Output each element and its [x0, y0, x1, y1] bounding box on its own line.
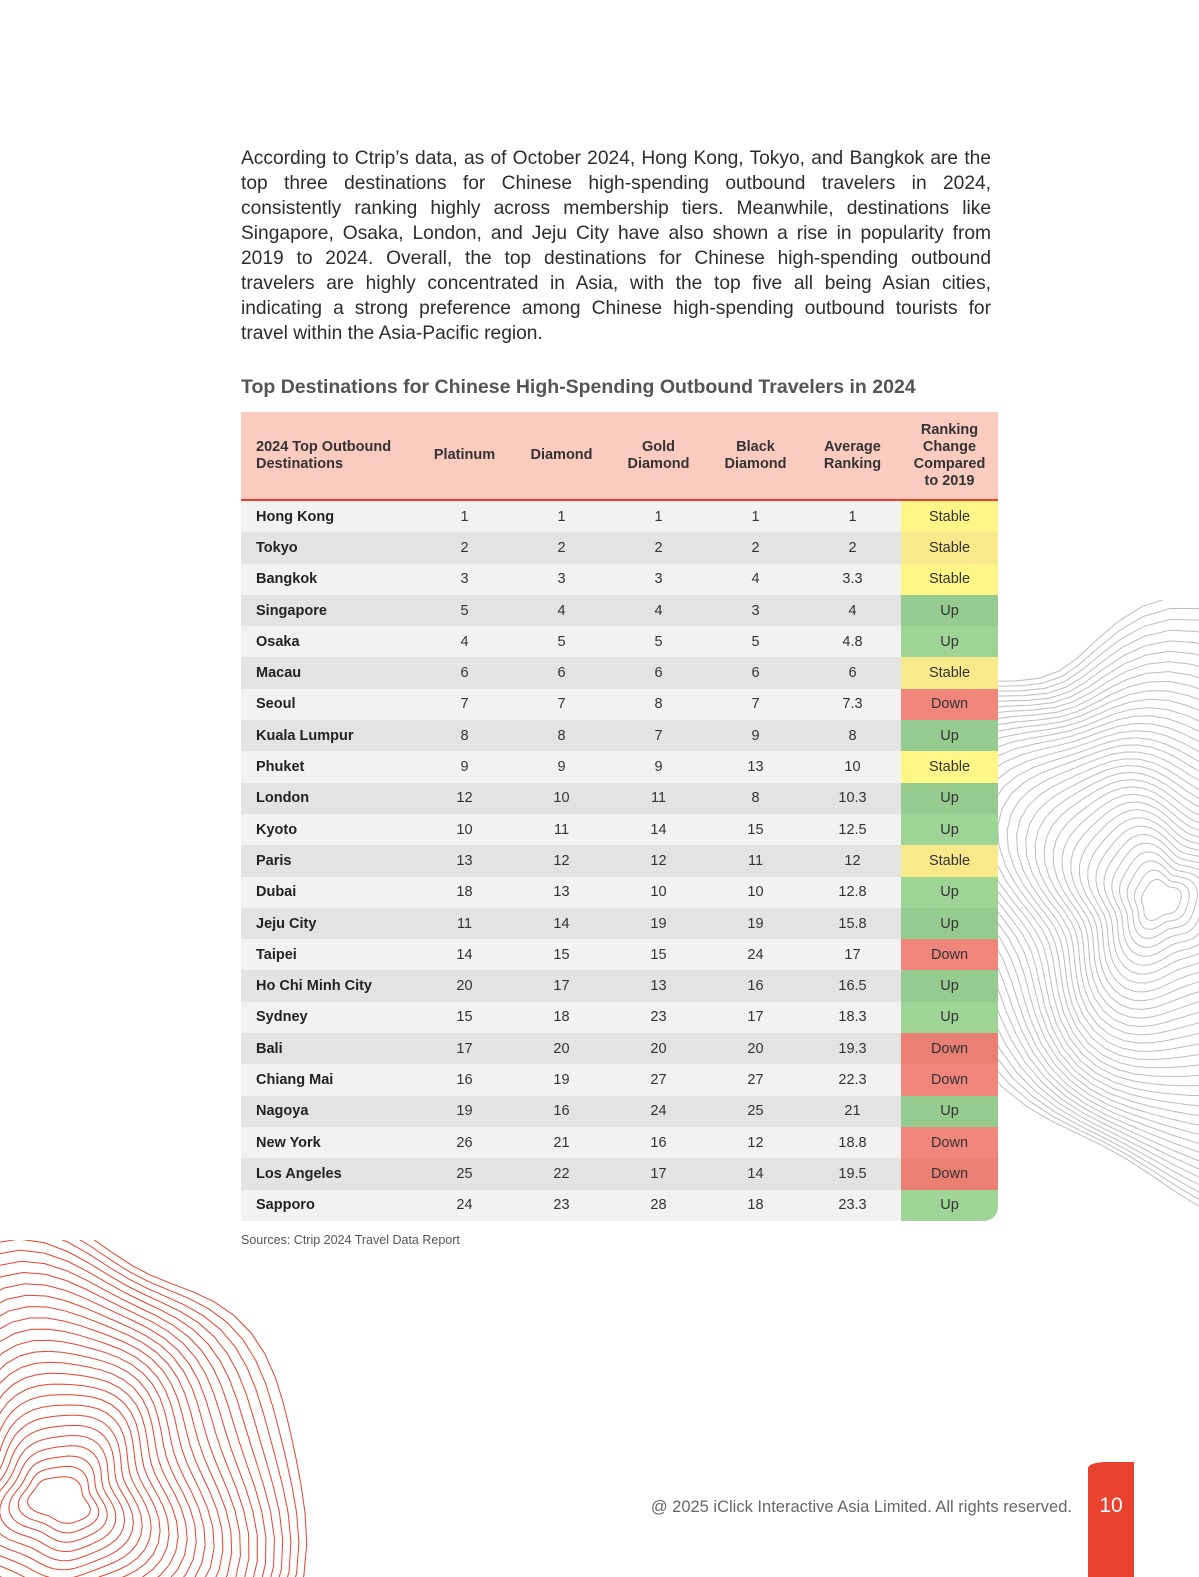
- cell-diamond: 16: [513, 1096, 610, 1127]
- cell-average: 19.5: [804, 1158, 901, 1189]
- cell-gold-diamond: 16: [610, 1127, 707, 1158]
- cell-change: Stable: [901, 500, 998, 532]
- cell-city: Ho Chi Minh City: [241, 970, 416, 1001]
- cell-black-diamond: 8: [707, 783, 804, 814]
- cell-change: Up: [901, 720, 998, 751]
- cell-change: Stable: [901, 845, 998, 876]
- cell-average: 1: [804, 500, 901, 532]
- cell-average: 7.3: [804, 689, 901, 720]
- table-row: [241, 908, 998, 939]
- cell-city: Macau: [241, 657, 416, 688]
- cell-gold-diamond: 1: [610, 500, 707, 532]
- cell-black-diamond: 27: [707, 1064, 804, 1095]
- table-row: [241, 1002, 998, 1033]
- cell-black-diamond: 16: [707, 970, 804, 1001]
- cell-city: Nagoya: [241, 1096, 416, 1127]
- cell-change: Up: [901, 626, 998, 657]
- cell-city: Chiang Mai: [241, 1064, 416, 1095]
- cell-diamond: 6: [513, 657, 610, 688]
- table-row: [241, 595, 998, 626]
- table-row: [241, 1064, 998, 1095]
- cell-gold-diamond: 4: [610, 595, 707, 626]
- cell-diamond: 5: [513, 626, 610, 657]
- cell-average: 12: [804, 845, 901, 876]
- cell-platinum: 10: [416, 814, 513, 845]
- cell-black-diamond: 3: [707, 595, 804, 626]
- cell-platinum: 16: [416, 1064, 513, 1095]
- cell-gold-diamond: 13: [610, 970, 707, 1001]
- cell-black-diamond: 11: [707, 845, 804, 876]
- cell-diamond: 11: [513, 814, 610, 845]
- cell-gold-diamond: 24: [610, 1096, 707, 1127]
- cell-change: Up: [901, 595, 998, 626]
- header-destination: 2024 Top Outbound Destinations: [241, 412, 416, 500]
- cell-diamond: 18: [513, 1002, 610, 1033]
- table-row: [241, 1033, 998, 1064]
- cell-change: Down: [901, 1158, 998, 1189]
- cell-platinum: 15: [416, 1002, 513, 1033]
- cell-city: Seoul: [241, 689, 416, 720]
- header-platinum: Platinum: [416, 412, 513, 500]
- cell-platinum: 7: [416, 689, 513, 720]
- cell-platinum: 20: [416, 970, 513, 1001]
- cell-black-diamond: 2: [707, 532, 804, 563]
- cell-platinum: 5: [416, 595, 513, 626]
- header-gold-diamond: Gold Diamond: [610, 412, 707, 500]
- cell-average: 18.8: [804, 1127, 901, 1158]
- cell-gold-diamond: 3: [610, 564, 707, 595]
- cell-diamond: 22: [513, 1158, 610, 1189]
- cell-change: Up: [901, 908, 998, 939]
- cell-gold-diamond: 28: [610, 1190, 707, 1221]
- table-row: [241, 657, 998, 688]
- cell-average: 8: [804, 720, 901, 751]
- cell-average: 21: [804, 1096, 901, 1127]
- cell-city: Jeju City: [241, 908, 416, 939]
- table-row: [241, 939, 998, 970]
- header-ranking-change: Ranking Change Compared to 2019: [901, 412, 998, 500]
- intro-paragraph: According to Ctrip’s data, as of October 2024, Hong Kong, Tokyo, and Bangkok are the top three destinations for Chinese high-spending outbound travelers in 2024, consistently ranking highly across membership tiers. Meanwhile, destinations like Singapore, Osaka, London, and Jeju City have also shown a rise in popularity from 2019 to 2024. Overall, the top destinations for Chinese high-spending outbound travelers are highly concentrated in Asia, with the top five all being Asian cities, indicating a strong preference among Chinese high-spending outbound tourists for travel within the Asia-Pacific region.: [241, 148, 991, 344]
- cell-gold-diamond: 20: [610, 1033, 707, 1064]
- cell-diamond: 7: [513, 689, 610, 720]
- table-row: [241, 783, 998, 814]
- cell-black-diamond: 17: [707, 1002, 804, 1033]
- cell-black-diamond: 19: [707, 908, 804, 939]
- cell-average: 23.3: [804, 1190, 901, 1221]
- cell-gold-diamond: 15: [610, 939, 707, 970]
- cell-diamond: 1: [513, 500, 610, 532]
- cell-black-diamond: 7: [707, 689, 804, 720]
- cell-diamond: 21: [513, 1127, 610, 1158]
- cell-black-diamond: 4: [707, 564, 804, 595]
- cell-platinum: 26: [416, 1127, 513, 1158]
- cell-city: Los Angeles: [241, 1158, 416, 1189]
- cell-platinum: 14: [416, 939, 513, 970]
- cell-gold-diamond: 7: [610, 720, 707, 751]
- cell-gold-diamond: 19: [610, 908, 707, 939]
- cell-average: 3.3: [804, 564, 901, 595]
- header-average-ranking: Average Ranking: [804, 412, 901, 500]
- cell-change: Stable: [901, 657, 998, 688]
- table-row: [241, 877, 998, 908]
- cell-city: Osaka: [241, 626, 416, 657]
- cell-average: 18.3: [804, 1002, 901, 1033]
- red-contour-lines-decoration: [0, 1240, 310, 1577]
- cell-city: Bali: [241, 1033, 416, 1064]
- cell-diamond: 12: [513, 845, 610, 876]
- cell-change: Up: [901, 1190, 998, 1221]
- table-row: [241, 689, 998, 720]
- table-row: [241, 626, 998, 657]
- cell-gold-diamond: 5: [610, 626, 707, 657]
- cell-black-diamond: 14: [707, 1158, 804, 1189]
- cell-black-diamond: 18: [707, 1190, 804, 1221]
- table-row: [241, 500, 998, 532]
- cell-change: Up: [901, 1002, 998, 1033]
- cell-diamond: 10: [513, 783, 610, 814]
- cell-gold-diamond: 17: [610, 1158, 707, 1189]
- cell-platinum: 13: [416, 845, 513, 876]
- cell-city: Taipei: [241, 939, 416, 970]
- header-diamond: Diamond: [513, 412, 610, 500]
- cell-platinum: 25: [416, 1158, 513, 1189]
- cell-city: Phuket: [241, 751, 416, 782]
- cell-gold-diamond: 9: [610, 751, 707, 782]
- cell-change: Up: [901, 814, 998, 845]
- cell-platinum: 8: [416, 720, 513, 751]
- cell-city: Singapore: [241, 595, 416, 626]
- cell-black-diamond: 25: [707, 1096, 804, 1127]
- cell-city: Tokyo: [241, 532, 416, 563]
- cell-black-diamond: 1: [707, 500, 804, 532]
- cell-average: 17: [804, 939, 901, 970]
- cell-diamond: 3: [513, 564, 610, 595]
- table-row: [241, 720, 998, 751]
- cell-platinum: 12: [416, 783, 513, 814]
- cell-change: Stable: [901, 532, 998, 563]
- cell-change: Down: [901, 689, 998, 720]
- cell-diamond: 9: [513, 751, 610, 782]
- cell-gold-diamond: 10: [610, 877, 707, 908]
- cell-city: Sapporo: [241, 1190, 416, 1221]
- cell-diamond: 15: [513, 939, 610, 970]
- table-row: [241, 1096, 998, 1127]
- cell-gold-diamond: 14: [610, 814, 707, 845]
- cell-average: 15.8: [804, 908, 901, 939]
- cell-change: Up: [901, 783, 998, 814]
- page-number: 10: [1099, 1494, 1123, 1517]
- cell-gold-diamond: 12: [610, 845, 707, 876]
- cell-city: Sydney: [241, 1002, 416, 1033]
- table-row: [241, 1127, 998, 1158]
- cell-change: Down: [901, 939, 998, 970]
- cell-diamond: 4: [513, 595, 610, 626]
- cell-gold-diamond: 8: [610, 689, 707, 720]
- cell-black-diamond: 20: [707, 1033, 804, 1064]
- cell-platinum: 17: [416, 1033, 513, 1064]
- cell-change: Up: [901, 970, 998, 1001]
- copyright-footer: @ 2025 iClick Interactive Asia Limited. All rights reserved.: [650, 1498, 1072, 1516]
- cell-average: 2: [804, 532, 901, 563]
- table-body: [241, 500, 998, 1221]
- cell-diamond: 14: [513, 908, 610, 939]
- cell-platinum: 24: [416, 1190, 513, 1221]
- cell-city: Paris: [241, 845, 416, 876]
- cell-diamond: 2: [513, 532, 610, 563]
- cell-average: 22.3: [804, 1064, 901, 1095]
- cell-platinum: 6: [416, 657, 513, 688]
- table-row: [241, 1190, 998, 1221]
- cell-city: Kuala Lumpur: [241, 720, 416, 751]
- cell-average: 12.5: [804, 814, 901, 845]
- cell-black-diamond: 12: [707, 1127, 804, 1158]
- cell-average: 19.3: [804, 1033, 901, 1064]
- table-header-row: [241, 412, 998, 500]
- cell-city: New York: [241, 1127, 416, 1158]
- cell-platinum: 2: [416, 532, 513, 563]
- cell-average: 10.3: [804, 783, 901, 814]
- table-row: [241, 845, 998, 876]
- cell-city: Hong Kong: [241, 500, 416, 532]
- cell-change: Down: [901, 1127, 998, 1158]
- cell-black-diamond: 5: [707, 626, 804, 657]
- table-row: [241, 532, 998, 563]
- cell-average: 12.8: [804, 877, 901, 908]
- cell-platinum: 18: [416, 877, 513, 908]
- cell-gold-diamond: 27: [610, 1064, 707, 1095]
- cell-platinum: 1: [416, 500, 513, 532]
- cell-change: Stable: [901, 564, 998, 595]
- cell-black-diamond: 6: [707, 657, 804, 688]
- cell-diamond: 20: [513, 1033, 610, 1064]
- cell-gold-diamond: 2: [610, 532, 707, 563]
- cell-city: Dubai: [241, 877, 416, 908]
- cell-gold-diamond: 11: [610, 783, 707, 814]
- cell-diamond: 17: [513, 970, 610, 1001]
- cell-city: London: [241, 783, 416, 814]
- cell-black-diamond: 24: [707, 939, 804, 970]
- cell-city: Bangkok: [241, 564, 416, 595]
- cell-platinum: 19: [416, 1096, 513, 1127]
- source-note: Sources: Ctrip 2024 Travel Data Report: [241, 1233, 460, 1247]
- cell-black-diamond: 10: [707, 877, 804, 908]
- table-row: [241, 564, 998, 595]
- cell-gold-diamond: 23: [610, 1002, 707, 1033]
- cell-average: 4: [804, 595, 901, 626]
- cell-platinum: 9: [416, 751, 513, 782]
- cell-diamond: 8: [513, 720, 610, 751]
- table-row: [241, 751, 998, 782]
- cell-change: Down: [901, 1033, 998, 1064]
- table-row: [241, 814, 998, 845]
- cell-diamond: 23: [513, 1190, 610, 1221]
- cell-average: 4.8: [804, 626, 901, 657]
- header-black-diamond: Black Diamond: [707, 412, 804, 500]
- cell-gold-diamond: 6: [610, 657, 707, 688]
- cell-change: Up: [901, 877, 998, 908]
- cell-change: Stable: [901, 751, 998, 782]
- cell-change: Down: [901, 1064, 998, 1095]
- cell-city: Kyoto: [241, 814, 416, 845]
- cell-black-diamond: 13: [707, 751, 804, 782]
- cell-diamond: 13: [513, 877, 610, 908]
- page-number-tab: [1088, 1462, 1134, 1577]
- cell-average: 10: [804, 751, 901, 782]
- cell-black-diamond: 15: [707, 814, 804, 845]
- cell-platinum: 11: [416, 908, 513, 939]
- cell-black-diamond: 9: [707, 720, 804, 751]
- cell-platinum: 3: [416, 564, 513, 595]
- cell-change: Up: [901, 1096, 998, 1127]
- cell-diamond: 19: [513, 1064, 610, 1095]
- cell-platinum: 4: [416, 626, 513, 657]
- table-row: [241, 970, 998, 1001]
- cell-average: 6: [804, 657, 901, 688]
- table-title: Top Destinations for Chinese High-Spending Outbound Travelers in 2024: [241, 376, 916, 398]
- destinations-table: [241, 412, 998, 1221]
- cell-average: 16.5: [804, 970, 901, 1001]
- table-row: [241, 1158, 998, 1189]
